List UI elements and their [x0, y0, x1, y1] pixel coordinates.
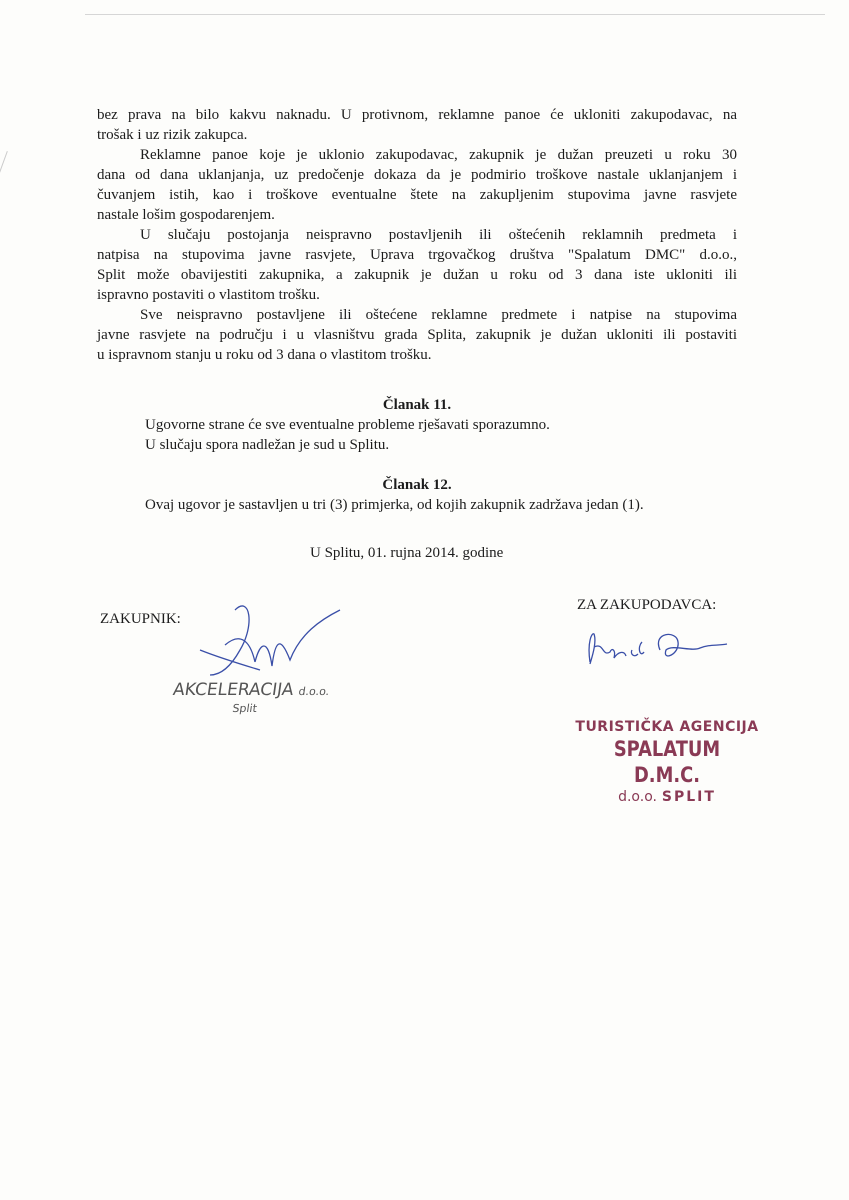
body-line: Sve neispravno postavljene ili oštećene reklamne predmete i natpise na stupovima [140, 307, 737, 323]
body-line: čuvanjem istih, kao i troškove eventualne štete na zakupljenim stupovima javne rasvjete [97, 187, 737, 203]
body-line: trošak i uz rizik zakupca. [97, 127, 248, 143]
article-12-line: Ovaj ugovor je sastavljen u tri (3) primjerka, od kojih zakupnik zadržava jedan (1). [145, 497, 644, 513]
article-11-line: Ugovorne strane će sve eventualne probleme rješavati sporazumno. [145, 417, 550, 433]
body-line: u ispravnom stanju u roku od 3 dana o vlastitom trošku. [97, 347, 432, 363]
lessor-stamp: TURISTIČKA AGENCIJA SPALATUM D.M.C. d.o.o. SPLIT [575, 719, 759, 805]
body-line: nastale lošim gospodarenjem. [97, 207, 275, 223]
scan-edge-mark [0, 151, 8, 189]
lessee-signature [180, 600, 350, 680]
body-line: natpisa na stupovima javne rasvjete, Uprava trgovačkog društva "Spalatum DMC" d.o.o., [97, 247, 737, 263]
document-body [97, 105, 737, 563]
lessee-label: ZAKUPNIK: [100, 611, 181, 627]
body-line: dana od dana uklanjanja, uz predočenje dokaza da je podmirio troškove nastale uklanjanjem i [97, 167, 737, 183]
article-11-heading: Članak 11. [382, 397, 452, 413]
scan-edge-line [85, 14, 825, 15]
body-line: javne rasvjete na području i u vlasništvu grada Splita, zakupnik je dužan ukloniti ili postaviti [97, 327, 737, 343]
lessor-label: ZA ZAKUPODAVCA: [577, 597, 717, 613]
article-11-line: U slučaju spora nadležan je sud u Splitu. [145, 437, 390, 453]
article-12-heading: Članak 12. [382, 477, 452, 493]
lessor-signature [582, 622, 742, 672]
date-line: U Splitu, 01. rujna 2014. godine [310, 545, 504, 561]
body-line: Reklamne panoe koje je uklonio zakupodavac, zakupnik je dužan preuzeti u roku 30 [140, 147, 737, 163]
body-line: Split može obavijestiti zakupnika, a zakupnik je dužan u roku od 3 dana iste ukloniti ili [97, 267, 737, 283]
body-line: ispravno postaviti o vlastitom trošku. [97, 287, 320, 303]
lessee-stamp: AKCELERACIJA d.o.o. Split [171, 680, 331, 715]
body-line: bez prava na bilo kakvu naknadu. U protivnom, reklamne panoe će ukloniti zakupodavac, na [97, 107, 737, 123]
body-line: U slučaju postojanja neispravno postavljenih ili oštećenih reklamnih predmeta i [140, 227, 737, 243]
